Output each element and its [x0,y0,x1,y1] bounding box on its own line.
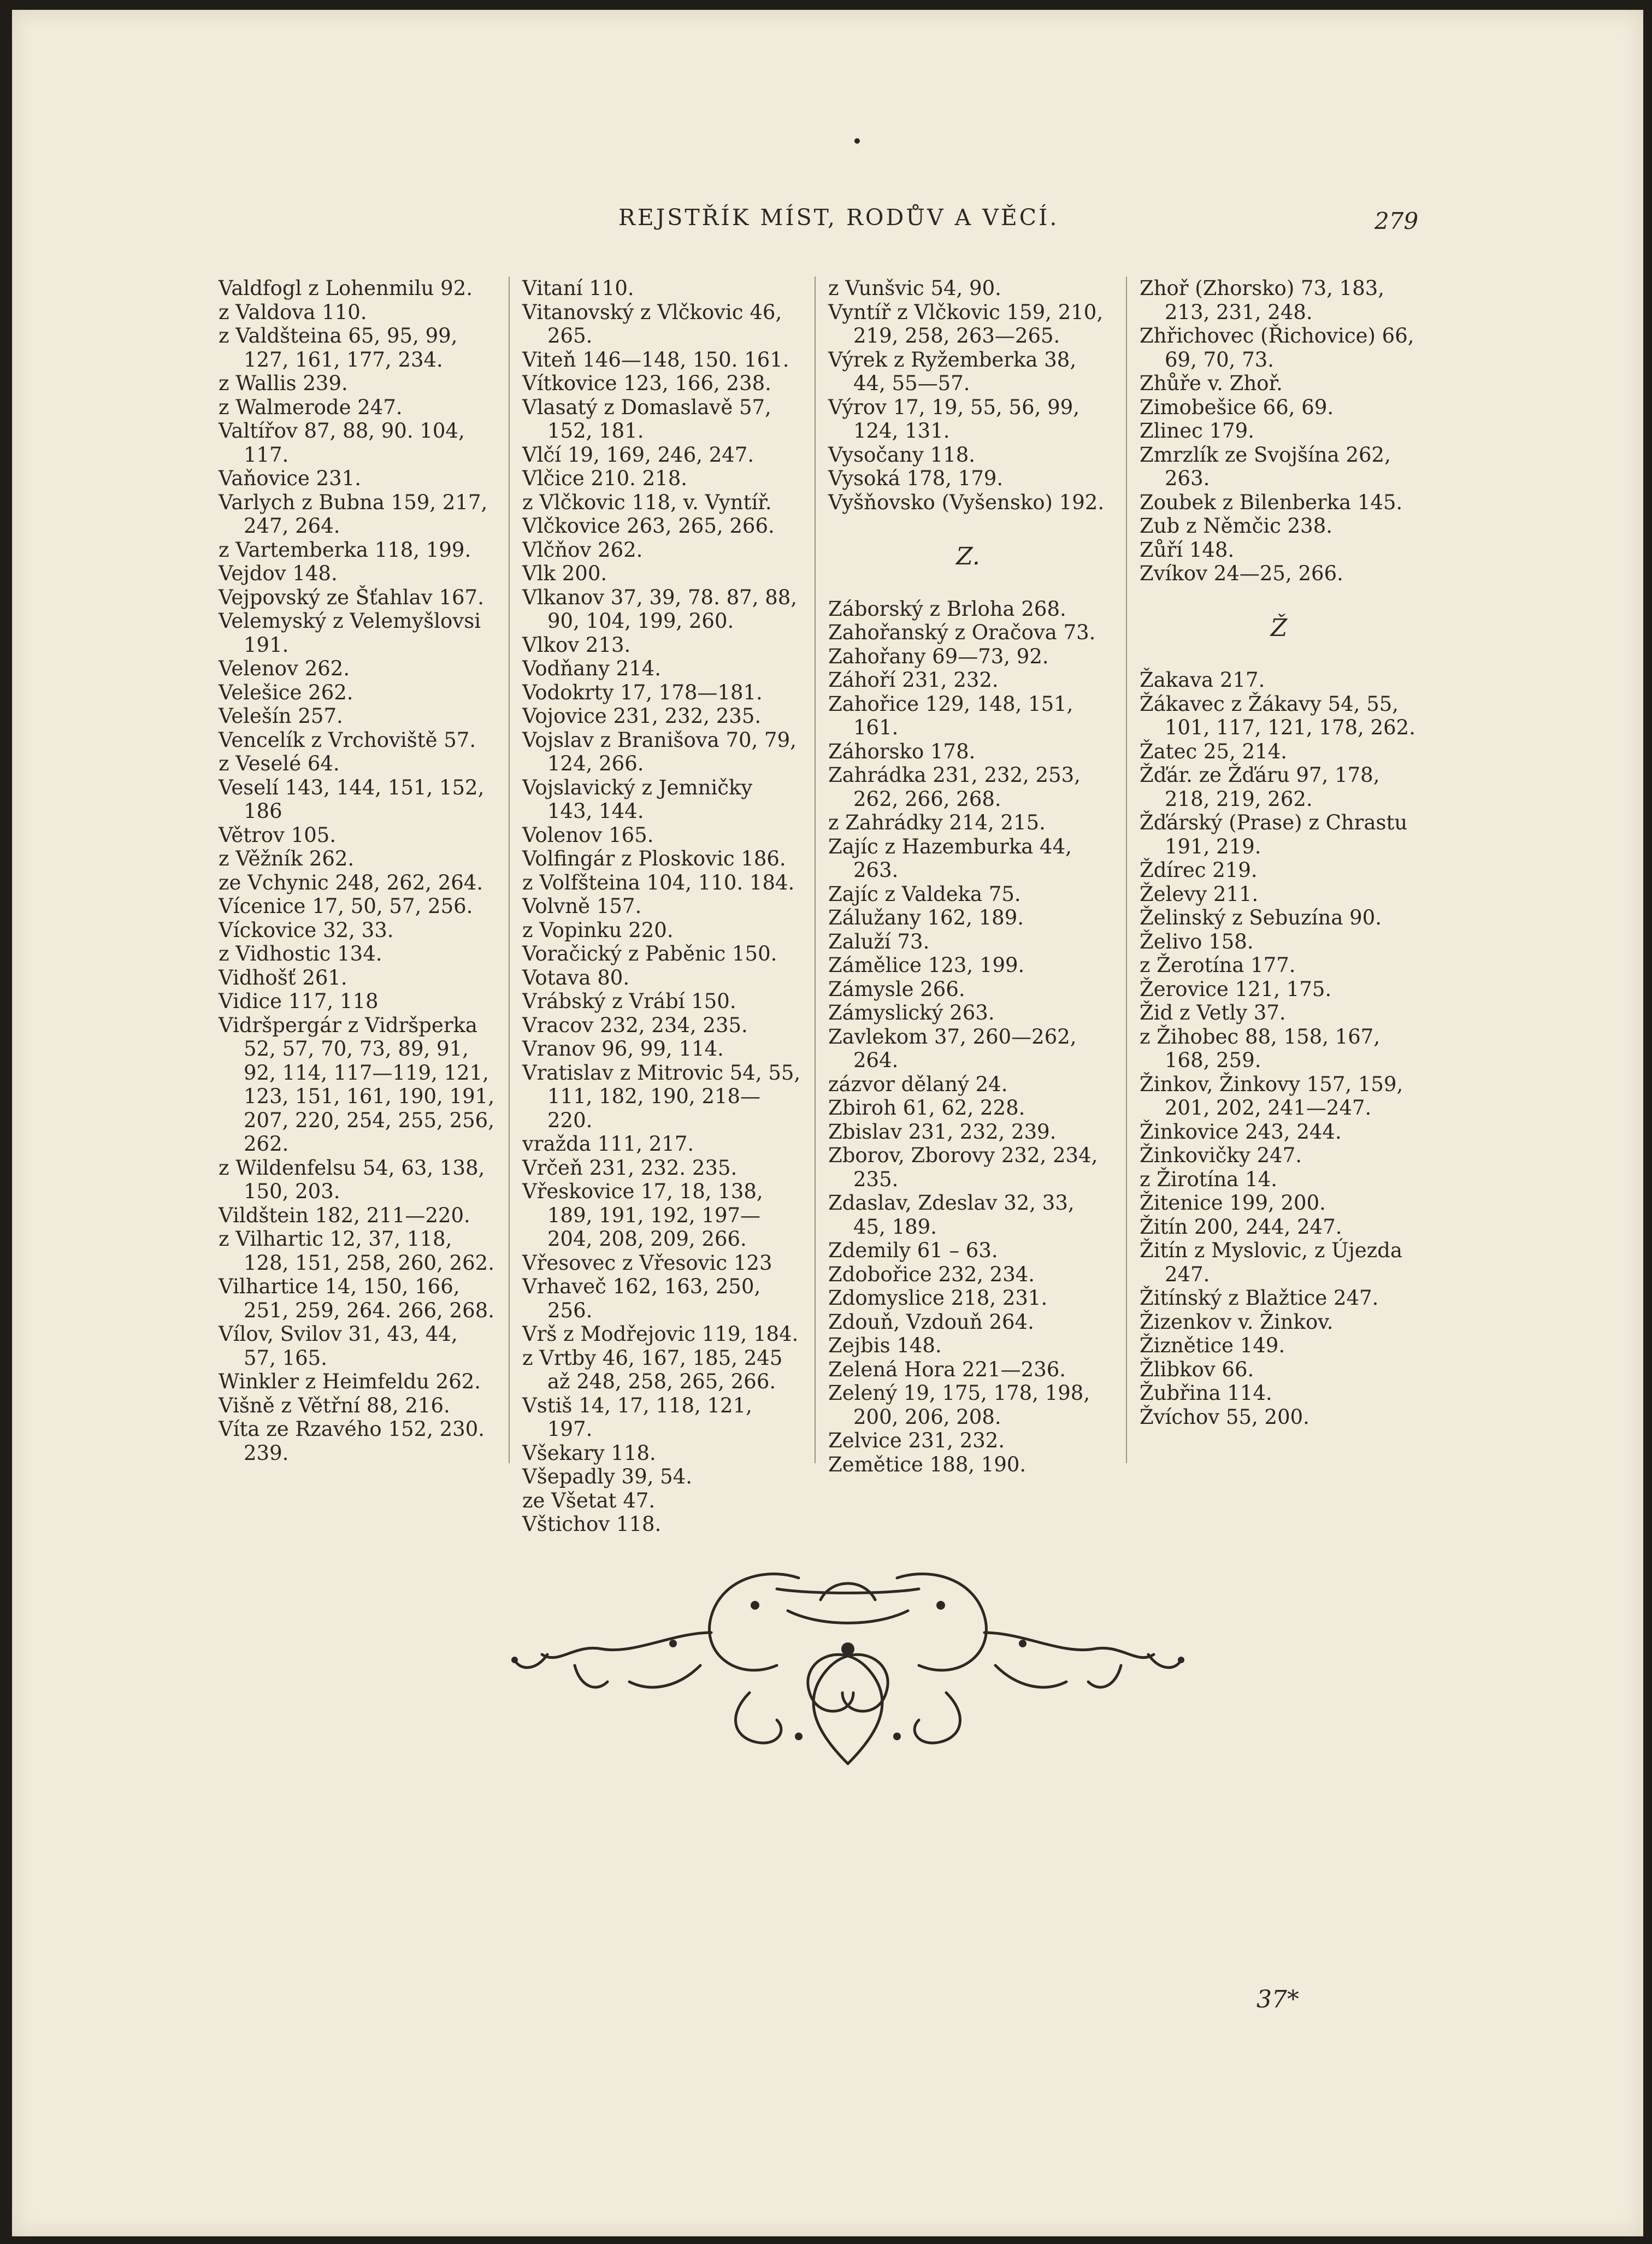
index-entry: Zajíc z Hazemburka 44, 263. [828,834,1072,882]
index-entry: z Wallis 239. [219,372,348,395]
index-entry: Volfingár z Ploskovic 186. [522,847,786,870]
index-entry: Vrčeň 231, 232. 235. [522,1156,738,1180]
index-entry: Vlčkovice 263, 265, 266. [522,514,775,538]
index-entry: Zhůře v. Zhoř. [1140,372,1283,395]
index-entry: Vlasatý z Domaslavě 57, 152, 181. [522,395,771,443]
index-entry: Zajíc z Valdeka 75. [828,882,1021,906]
index-entry: Zimobešice 66, 69. [1140,395,1334,419]
index-entry: Zub z Němčic 238. [1140,514,1333,538]
index-entry: Zdobořice 232, 234. [828,1262,1035,1286]
index-entry: Vodokrty 17, 178—181. [522,680,763,704]
index-entry: Vencelík z Vrchoviště 57. [219,728,476,752]
index-entry: Víta ze Rzavého 152, 230. 239. [219,1417,485,1465]
index-entry: Zahořany 69—73, 92. [828,644,1049,668]
column-rule [1126,276,1127,1463]
index-entry: Žinkov, Žinkovy 157, 159, 201, 202, 241—247. [1140,1072,1403,1120]
index-entry: Žinkovičky 247. [1140,1144,1302,1167]
index-entry: Vojslavický z Jemničky 143, 144. [522,775,753,823]
index-entry: Zahořanský z Oračova 73. [828,621,1096,644]
index-entry: Votava 80. [522,965,630,990]
index-entry: Záborský z Brloha 268. [828,597,1066,621]
index-entry: Všekary 118. [522,1441,656,1465]
index-entry: Valtířov 87, 88, 90. 104, 117. [219,419,465,467]
index-entry: Volvně 157. [522,894,642,918]
index-entry: Zůří 148. [1140,538,1235,562]
index-entry: z Walmerode 247. [219,395,403,419]
index-entry: Vojovice 231, 232, 235. [522,704,762,728]
index-entry: Žlibkov 66. [1140,1357,1254,1381]
index-entry: Vaňovice 231. [219,467,361,490]
index-entry: Všepadly 39, 54. [522,1465,692,1488]
index-entry: Vracov 232, 234, 235. [522,1013,748,1037]
index-entry: Zaluží 73. [828,929,930,953]
index-entry: Žitín 200, 244, 247. [1140,1215,1342,1239]
index-entry: Žďárský (Prase) z Chrastu 191, 219. [1140,811,1408,858]
index-entry: ze Všetat 47. [522,1488,656,1512]
index-entry: Žitenice 199, 200. [1140,1191,1326,1215]
page-number: 279 [1374,208,1419,234]
index-column-4 [1140,276,1418,1429]
index-entry: Vlčice 210. 218. [522,467,688,490]
index-entry: Vílov, Svilov 31, 43, 44, 57, 165. [219,1322,458,1370]
index-entry: Vrhaveč 162, 163, 250, 256. [522,1275,761,1322]
section-heading: Ž [1270,614,1288,642]
index-entry: Zhoř (Zhorsko) 73, 183, 213, 231, 248. [1140,276,1385,324]
index-entry: Vlkov 213. [522,633,631,657]
index-entry: Zoubek z Bilenberka 145. [1140,490,1403,514]
index-entry: Vojslav z Branišova 70, 79, 124, 266. [522,728,796,775]
column-rule [815,276,816,1463]
index-entry: Žitín z Myslovic, z Újezda 247. [1140,1239,1402,1286]
index-entry: Zbislav 231, 232, 239. [828,1120,1057,1144]
index-entry: Žakava 217. [1140,668,1265,692]
index-entry: Vidršpergár z Vidršperka 52, 57, 70, 73, 89, 91, 92, 114, 117—119, 121, 123, 151, 161, 190, 191, 207, 220, 254, 255, 256, 262. [219,1013,494,1156]
index-entry: Žid z Vetly 37. [1140,1001,1286,1024]
index-entry: Zdouň, Vzdouň 264. [828,1310,1034,1334]
index-entry: Vstiš 14, 17, 118, 121, 197. [522,1393,752,1441]
index-entry: z Vartemberka 118, 199. [219,538,471,562]
index-entry: Viteň 146—148, 150. 161. [522,348,789,372]
index-entry: z Veselé 64. [219,752,340,775]
index-column-2 [522,276,801,1536]
index-entry: z Vidhostic 134. [219,942,382,965]
index-entry: Želivo 158. [1140,929,1254,953]
index-entry: Žinkovice 243, 244. [1140,1120,1342,1144]
index-entry: Zdaslav, Zdeslav 32, 33, 45, 189. [828,1191,1075,1239]
page-title: REJSTŘÍK MÍST, RODŮV A VĚCÍ. [618,204,1059,231]
index-entry: vražda 111, 217. [522,1132,694,1156]
index-entry: Zahrádka 231, 232, 253, 262, 266, 268. [828,763,1081,811]
index-entry: Zámělice 123, 199. [828,953,1025,977]
index-entry: Zavlekom 37, 260—262, 264. [828,1024,1077,1072]
index-entry: z Vunšvic 54, 90. [828,276,1001,300]
index-entry: Žitínský z Blažtice 247. [1140,1286,1379,1310]
index-entry: Žizenkov v. Žinkov. [1140,1310,1334,1334]
index-entry: Vejpovský ze Šťahlav 167. [219,585,484,609]
index-entry: Vlkanov 37, 39, 78. 87, 88, 90, 104, 199, 260. [522,585,798,633]
index-entry: Velemyský z Velemyšlovsi 191. [219,609,481,657]
index-entry: Voračický z Paběnic 150. [522,942,777,965]
index-entry: Žerovice 121, 175. [1140,977,1332,1001]
index-entry: Vitaní 110. [522,276,634,300]
index-entry: ze Vchynic 248, 262, 264. [219,870,483,894]
index-entry: Ždírec 219. [1140,858,1258,882]
index-entry: Vidice 117, 118 [219,990,379,1013]
index-entry: Želinský z Sebuzína 90. [1140,906,1382,929]
index-entry: Zelvice 231, 232. [828,1429,1005,1452]
index-entry: Vratislav z Mitrovic 54, 55, 111, 182, 190, 218—220. [522,1061,801,1132]
index-entry: z Žirotína 14. [1140,1167,1277,1191]
index-entry: Vodňany 214. [522,657,662,680]
index-entry: Želevy 211. [1140,882,1259,906]
index-entry: Záhoří 231, 232. [828,668,999,692]
index-entry: Zbiroh 61, 62, 228. [828,1096,1025,1120]
index-entry: Zemětice 188, 190. [828,1452,1026,1476]
index-entry: Veselí 143, 144, 151, 152, 186 [219,775,485,823]
floral-vignette-icon [493,1556,1203,1775]
index-entry: z Věžník 262. [219,847,355,870]
index-entry: Vysoká 178, 179. [828,467,1004,490]
index-entry: Vrš z Modřejovic 119, 184. [522,1322,799,1346]
index-entry: Vitanovský z Vlčkovic 46, 265. [522,300,782,348]
index-entry: Velešice 262. [219,680,353,704]
index-entry: Zlinec 179. [1140,419,1254,443]
index-entry: Zahořice 129, 148, 151, 161. [828,692,1073,739]
index-entry: Vilhartice 14, 150, 166, 251, 259, 264. 266, 268. [219,1275,494,1322]
index-entry: Vildštein 182, 211—220. [219,1203,470,1227]
index-entry: Zdomyslice 218, 231. [828,1286,1048,1310]
index-entry: Vrábský z Vrábí 150. [522,990,736,1013]
index-entry: z Vlčkovic 118, v. Vyntíř. [522,490,772,514]
index-entry: Vyšňovsko (Vyšensko) 192. [828,490,1105,514]
index-entry: Zelená Hora 221—236. [828,1357,1066,1381]
index-entry: Zelený 19, 175, 178, 198, 200, 206, 208. [828,1381,1090,1429]
index-entry: Volenov 165. [522,823,654,847]
index-entry: Žďár. ze Žďáru 97, 178, 218, 219, 262. [1140,763,1380,811]
index-entry: Vštichov 118. [522,1512,662,1536]
section-heading: Z. [956,543,980,570]
index-entry: Žákavec z Žákavy 54, 55, 101, 117, 121, 178, 262. [1140,692,1415,739]
index-entry: Vícenice 17, 50, 57, 256. [219,894,473,918]
index-entry: Winkler z Heimfeldu 262. [219,1370,481,1393]
index-entry: Vranov 96, 99, 114. [522,1037,724,1061]
index-entry: Vlk 200. [522,562,607,585]
index-entry: z Žihobec 88, 158, 167, 168, 259. [1140,1024,1380,1072]
index-entry: Valdfogl z Lohenmilu 92. [219,276,473,300]
index-entry: Výrov 17, 19, 55, 56, 99, 124, 131. [828,395,1080,443]
index-entry: Žubřina 114. [1140,1381,1272,1405]
index-entry: Zvíkov 24—25, 266. [1140,562,1343,585]
signature-mark: 37* [1256,1986,1299,2013]
index-entry: Vejdov 148. [219,562,338,585]
page [12,10,1643,2236]
index-entry: z Vopinku 220. [522,918,674,942]
index-entry: Zhřichovec (Řichovice) 66, 69, 70, 73. [1140,324,1414,372]
index-entry: z Valdova 110. [219,300,367,324]
index-entry: Žiznětice 149. [1140,1334,1285,1357]
index-entry: Velenov 262. [219,657,350,680]
index-column-1 [219,276,495,1465]
speck [854,138,860,144]
index-entry: Vyntíř z Vlčkovic 159, 210, 219, 258, 263—265. [828,300,1104,348]
index-entry: Vlčí 19, 169, 246, 247. [522,443,754,467]
index-entry: Zejbis 148. [828,1334,942,1357]
index-entry: z Žerotína 177. [1140,953,1296,977]
index-entry: Velešín 257. [219,704,343,728]
index-entry: z Vilhartic 12, 37, 118, 128, 151, 258, 260, 262. [219,1227,494,1275]
index-entry: Zámyslický 263. [828,1001,995,1024]
index-entry: Vlčňov 262. [522,538,643,562]
index-entry: Vřeskovice 17, 18, 138, 189, 191, 192, 197—204, 208, 209, 266. [522,1180,763,1251]
column-rule [509,276,510,1463]
index-entry: Zborov, Zborovy 232, 234, 235. [828,1144,1098,1191]
index-entry: Vřesovec z Vřesovic 123 [522,1251,772,1275]
index-entry: Vidhošť 261. [219,965,347,990]
index-entry: Žatec 25, 214. [1140,739,1288,763]
index-entry: Záhorsko 178. [828,739,976,763]
index-entry: z Wildenfelsu 54, 63, 138, 150, 203. [219,1156,485,1203]
index-entry: Višně z Větřní 88, 216. [219,1393,450,1417]
index-entry: Zámysle 266. [828,977,965,1001]
index-entry: Vítkovice 123, 166, 238. [522,372,771,395]
index-entry: Žvíchov 55, 200. [1140,1405,1309,1429]
index-entry: z Valdšteina 65, 95, 99, 127, 161, 177, 234. [219,324,458,372]
index-column-3 [828,276,1108,1476]
index-entry: Vysočany 118. [828,443,976,467]
index-entry: Zdemily 61 – 63. [828,1239,998,1262]
index-entry: Zálužany 162, 189. [828,906,1024,929]
index-entry: Varlych z Bubna 159, 217, 247, 264. [219,490,488,538]
index-entry: z Vrtby 46, 167, 185, 245 až 248, 258, 265, 266. [522,1346,783,1393]
index-entry: Zmrzlík ze Svojšína 262, 263. [1140,443,1391,490]
index-entry: z Volfšteina 104, 110. 184. [522,870,795,894]
index-entry: Výrek z Ryžemberka 38, 44, 55—57. [828,348,1077,395]
index-entry: Větrov 105. [219,823,337,847]
index-entry: zázvor dělaný 24. [828,1072,1008,1096]
index-entry: Víckovice 32, 33. [219,918,394,942]
index-entry: z Zahrádky 214, 215. [828,811,1046,834]
